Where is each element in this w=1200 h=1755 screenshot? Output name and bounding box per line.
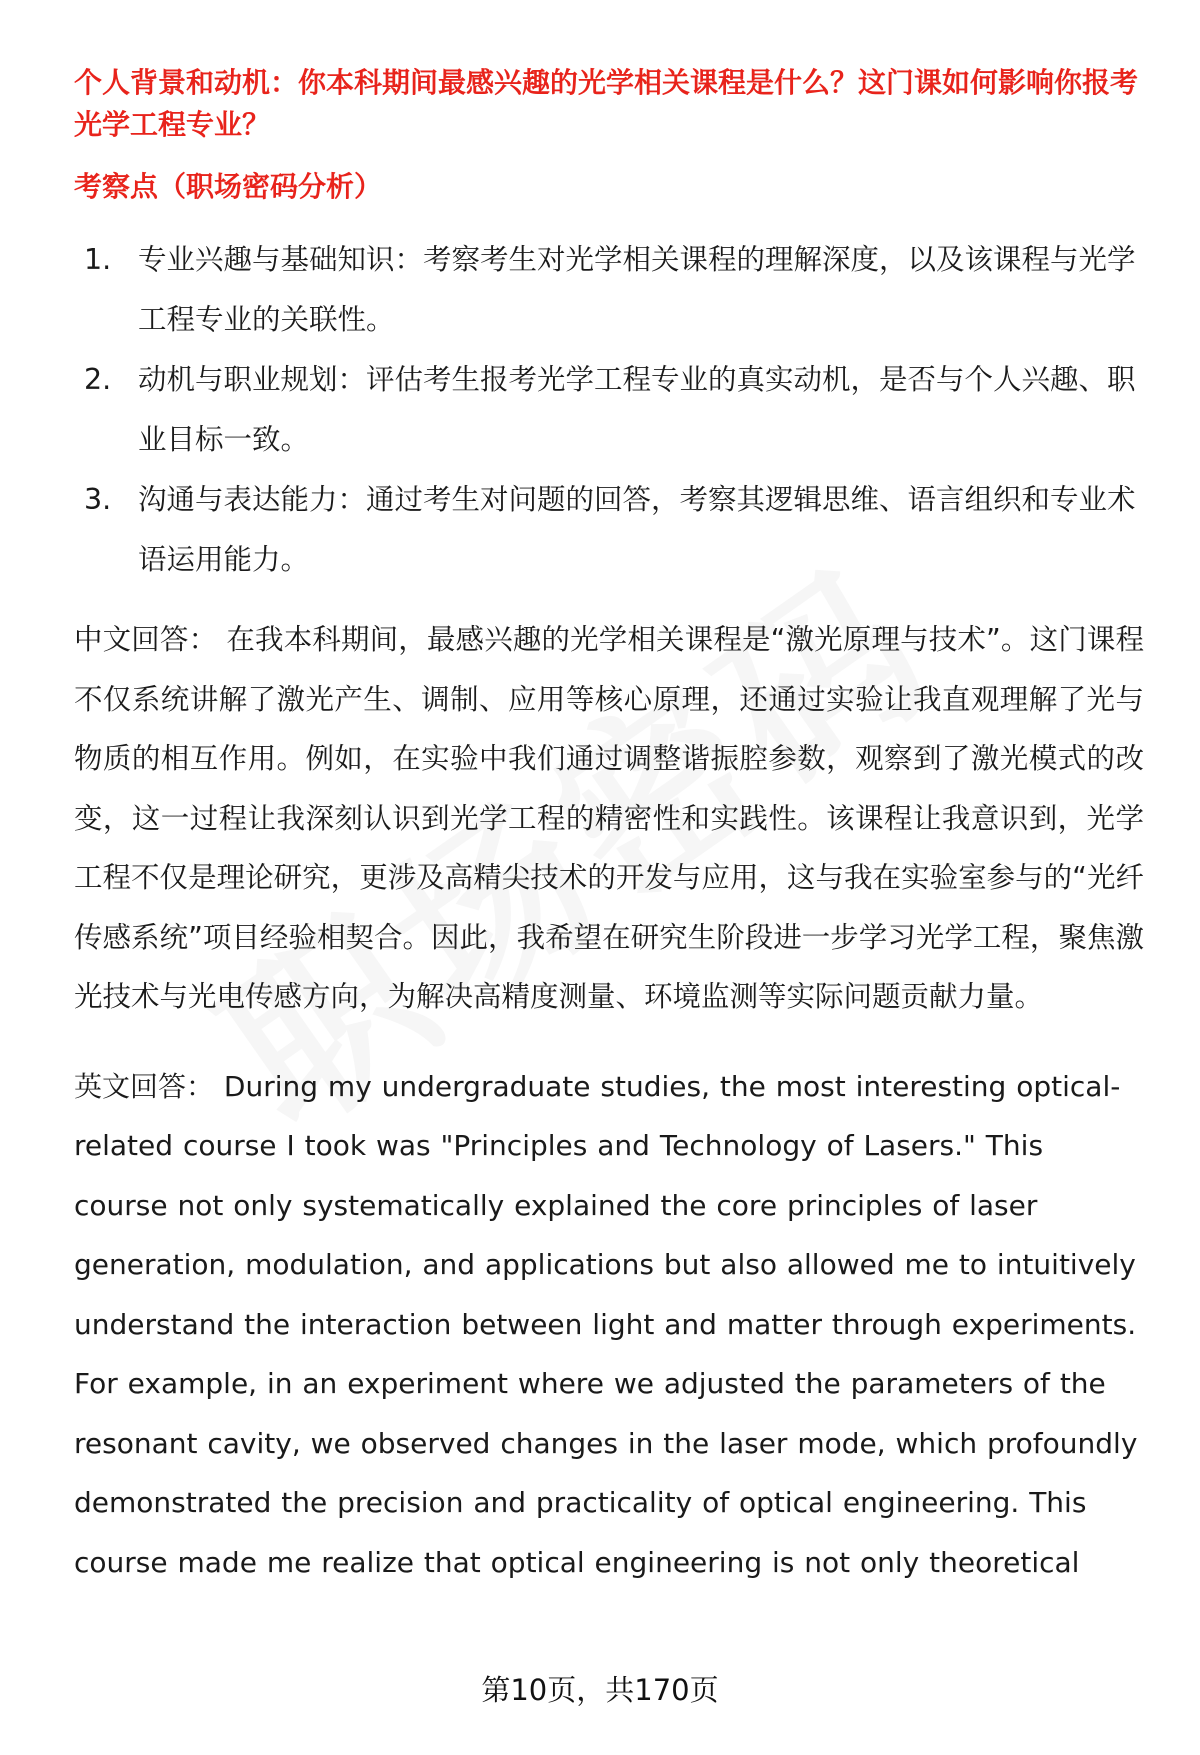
list-item-text: 专业兴趣与基础知识：考察考生对光学相关课程的理解深度，以及该课程与光学工程专业的关联性。: [138, 243, 1136, 336]
list-item: [84, 350, 1144, 470]
assessment-heading: 考察点（职场密码分析）: [74, 170, 383, 203]
list-item: [84, 470, 1144, 590]
list-item-text: 动机与职业规划：评估考生报考光学工程专业的真实动机，是否与个人兴趣、职业目标一致。: [138, 363, 1136, 456]
page-number: 第10页，共170页: [481, 1673, 719, 1707]
list-item-number: 1.: [84, 243, 112, 276]
chinese-answer: 中文回答： 在我本科期间，最感兴趣的光学相关课程是“激光原理与技术”。这门课程不仅系统讲解了激光产生、调制、应用等核心原理，还通过实验让我直观理解了光与物质的相互作用。例如，在实验中我们通过调整谐振腔参数，观察到了激光模式的改变，这一过程让我深刻认识到光学工程的精密性和实践性。该课程让我意识到，光学工程不仅是理论研究，更涉及高精尖技术的开发与应用，这与我在实验室参与的“光纤传感系统”项目经验相契合。因此，我希望在研究生阶段进一步学习光学工程，聚焦激光技术与光电传感方向，为解决高精度测量、环境监测等实际问题贡献力量。: [74, 623, 1144, 1013]
list-item-number: 3.: [84, 483, 112, 516]
assessment-points-list: [74, 230, 1144, 590]
list-item-text: 沟通与表达能力：通过考生对问题的回答，考察其逻辑思维、语言组织和专业术语运用能力。: [138, 483, 1136, 576]
list-item: [84, 230, 1144, 350]
document-page: [74, 52, 1144, 1592]
question-heading: 个人背景和动机：你本科期间最感兴趣的光学相关课程是什么？这门课如何影响你报考光学工程专业？: [74, 66, 1139, 141]
english-answer: 英文回答： During my undergraduate studies, the most interesting optical-related course I took was "Principles and Technology of Lasers." This course not only systematically explained the core principles of laser generation, modulation, and applications but also allowed me to intuitively understand the interaction between light and matter through experiments. For example, in an experiment where we adjusted the parameters of the resonant cavity, we observed changes in the laser mode, which profoundly demonstrated the precision and practicality of optical engineering. This course made me realize that optical engineering is not only theoretical: [74, 1069, 1138, 1579]
list-item-number: 2.: [84, 363, 112, 396]
